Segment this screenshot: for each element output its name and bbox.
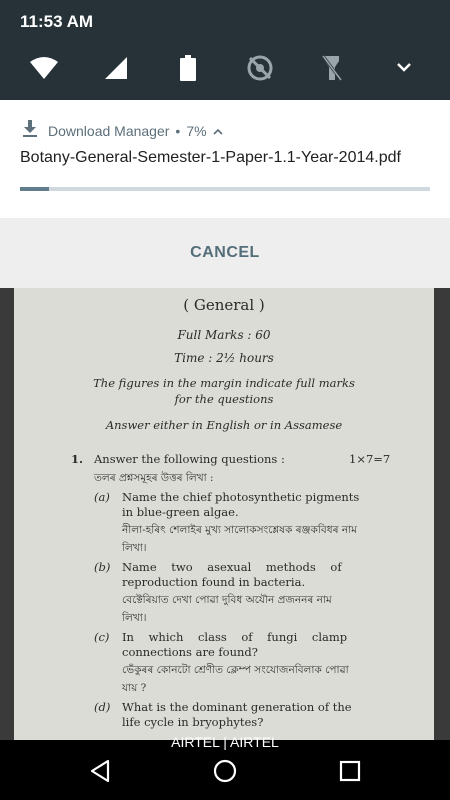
- part-label: (b): [94, 560, 111, 574]
- download-progress-fill: [20, 187, 49, 191]
- back-icon[interactable]: [85, 756, 115, 786]
- part-line1: In which class of fungi clamp: [122, 630, 348, 644]
- home-icon[interactable]: [210, 756, 240, 786]
- full-marks: Full Marks : 60: [177, 328, 271, 342]
- carrier-label: AIRTEL | AIRTEL: [171, 734, 279, 750]
- exam-paper-page: [14, 288, 434, 740]
- part-assamese2: লিখা।: [122, 612, 147, 624]
- notification-shade-header: [0, 0, 450, 100]
- part-line2: in blue-green algae.: [122, 505, 239, 519]
- recents-icon[interactable]: [335, 756, 365, 786]
- notification-actions: [0, 218, 450, 288]
- document-background: [0, 288, 450, 740]
- part-label: (c): [94, 630, 110, 644]
- question-text: Answer the following questions :: [94, 452, 285, 466]
- battery-icon[interactable]: [172, 52, 204, 84]
- cancel-button[interactable]: CANCEL: [190, 244, 260, 261]
- expand-chevron-icon[interactable]: [388, 52, 420, 84]
- cellular-signal-icon[interactable]: [100, 52, 132, 84]
- part-line2: life cycle in bryophytes?: [122, 715, 264, 729]
- location-off-icon[interactable]: [244, 52, 276, 84]
- part-line1: Name the chief photosynthetic pigments: [122, 490, 360, 504]
- part-assamese1: ভেঁকুৰৰ কোনটো শ্ৰেণীত ক্লেম্প সংযোজনবিলাক পোৱা: [122, 664, 349, 676]
- figures-note-line2: for the questions: [174, 392, 274, 406]
- part-label: (d): [94, 700, 111, 714]
- navigation-bar: [0, 734, 450, 800]
- question-number: 1.: [71, 452, 84, 466]
- download-percent: 7%: [186, 122, 207, 139]
- part-line1: Name two asexual methods of: [122, 560, 342, 574]
- part-assamese2: লিখা।: [122, 542, 147, 554]
- part-line2: reproduction found in bacteria.: [122, 575, 306, 589]
- wifi-icon[interactable]: [28, 52, 60, 84]
- notification-header: [22, 120, 223, 141]
- notification-app-name: Download Manager: [48, 122, 170, 139]
- download-icon: [22, 120, 38, 141]
- part-line1: What is the dominant generation of the: [122, 700, 352, 714]
- paper-heading: ( General ): [183, 296, 265, 314]
- question-marks: 1×7=7: [349, 452, 391, 466]
- part-assamese1: নীলা-হৰিৎ শেলাইৰ মুখ্য সালোকসংশ্লেষক ৰঞ্জকবিধৰ নাম: [122, 524, 357, 536]
- collapse-chevron-icon[interactable]: [213, 123, 223, 139]
- flashlight-off-icon[interactable]: [316, 52, 348, 84]
- status-time: 11:53 AM: [20, 12, 94, 31]
- answer-language-note: Answer either in English or in Assamese: [105, 418, 343, 432]
- question-text-assamese: তলৰ প্ৰশ্নসমূহৰ উত্তৰ লিখা :: [94, 472, 214, 484]
- figures-note-line1: The figures in the margin indicate full marks: [93, 376, 355, 390]
- part-assamese1: বেক্টেৰিয়াত দেখা পোৱা দুবিধ অযৌন প্ৰজননৰ নাম: [122, 594, 332, 606]
- part-line2: connections are found?: [122, 645, 258, 659]
- download-filename: Botany-General-Semester-1-Paper-1.1-Year-2014.pdf: [20, 149, 401, 166]
- download-notification[interactable]: [0, 100, 450, 218]
- header-separator: •: [175, 122, 181, 139]
- download-progress-bar: [20, 187, 430, 191]
- part-label: (a): [94, 490, 110, 504]
- exam-time: Time : 2½ hours: [174, 351, 274, 365]
- part-assamese2: যায় ?: [122, 682, 147, 694]
